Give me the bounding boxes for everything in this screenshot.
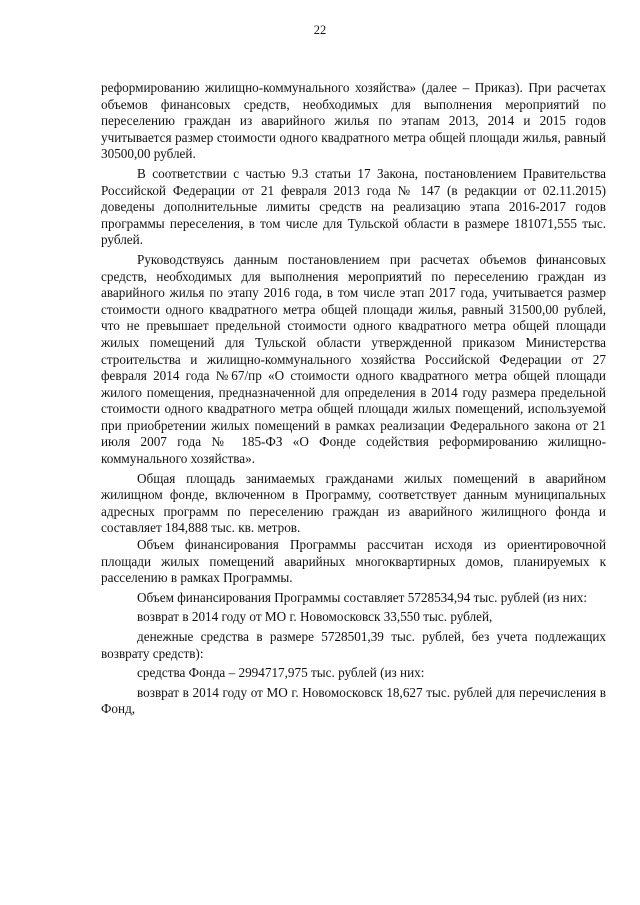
paragraph-8: денежные средства в размере 5728501,39 тыс. рублей, без учета подлежащих возврату средств): bbox=[101, 629, 606, 661]
page-number: 22 bbox=[313, 23, 327, 37]
paragraph-5: Объем финансирования Программы рассчитан исходя из ориентировочной площади жилых помещений аварийных многоквартирных домов, планируемых к расселению в рамках Программы. bbox=[101, 537, 606, 586]
paragraph-9: средства Фонда – 2994717,975 тыс. рублей (из них: bbox=[137, 665, 425, 681]
paragraph-10: возврат в 2014 году от МО г. Новомосковск 18,627 тыс. рублей для перечисления в Фонд, bbox=[101, 684, 606, 717]
paragraph-4: Общая площадь занимаемых гражданами жилых помещений в аварийном жилищном фонде, включенном в Программу, соответствует данным муниципальных адресных программ по переселению граждан из аварийного жилищного фонда и составляет 184,888 тыс. кв. метров. bbox=[101, 470, 606, 536]
paragraph-7: возврат в 2014 году от МО г. Новомосковск 33,550 тыс. рублей, bbox=[137, 609, 493, 625]
paragraph-3: Руководствуясь данным постановлением при расчетах объемов финансовых средств, необходимых для выполнения мероприятий по переселению граждан из аварийного жилья по этапу 2016 года, в том числе этап 2017 года, учитывается размер стоимости одного квадратного метра общей площади жилья, равный 31500,00 рублей, что не превышает предельной стоимости одного квадратного метра общей площади жилых помещений для Тульской области утвержденной приказом Министерства строительства и жилищно-коммунального хозяйства Российской Федерации от 27 февраля 2014 года №67/пр «О стоимости одного квадратного метра общей площади жилого помещения, предназначенной для определения в 2014 году размера предельной стоимости одного квадратного метра общей площади жилых помещений, используемой при приобретении жилых помещений в рамках реализации Федерального закона от 21 июля 2007 года № 185-ФЗ «О Фонде содействия реформированию жилищно-коммунального хозяйства». bbox=[101, 251, 606, 467]
paragraph-2: В соответствии с частью 9.3 статьи 17 Закона, постановлением Правительства Российской Федерации от 21 февраля 2013 года № 147 (в редакции от 02.11.2015) доведены дополнительные лимиты средств на реализацию этапа 2016-2017 годов программы переселения, в том числе для Тульской области в размере 181071,555 тыс. рублей. bbox=[101, 165, 606, 248]
paragraph-6: Объем финансирования Программы составляет 5728534,94 тыс. рублей (из них: bbox=[137, 589, 588, 605]
paragraph-1: реформированию жилищно-коммунального хозяйства» (далее – Приказ). При расчетах объемов финансовых средств, необходимых для выполнения мероприятий по переселению граждан из аварийного жилья по этапам 2013, 2014 и 2015 годов учитывается размер стоимости одного квадратного метра общей площади жилья, равный 30500,00 рублей. bbox=[101, 80, 606, 162]
document-body bbox=[101, 80, 606, 718]
